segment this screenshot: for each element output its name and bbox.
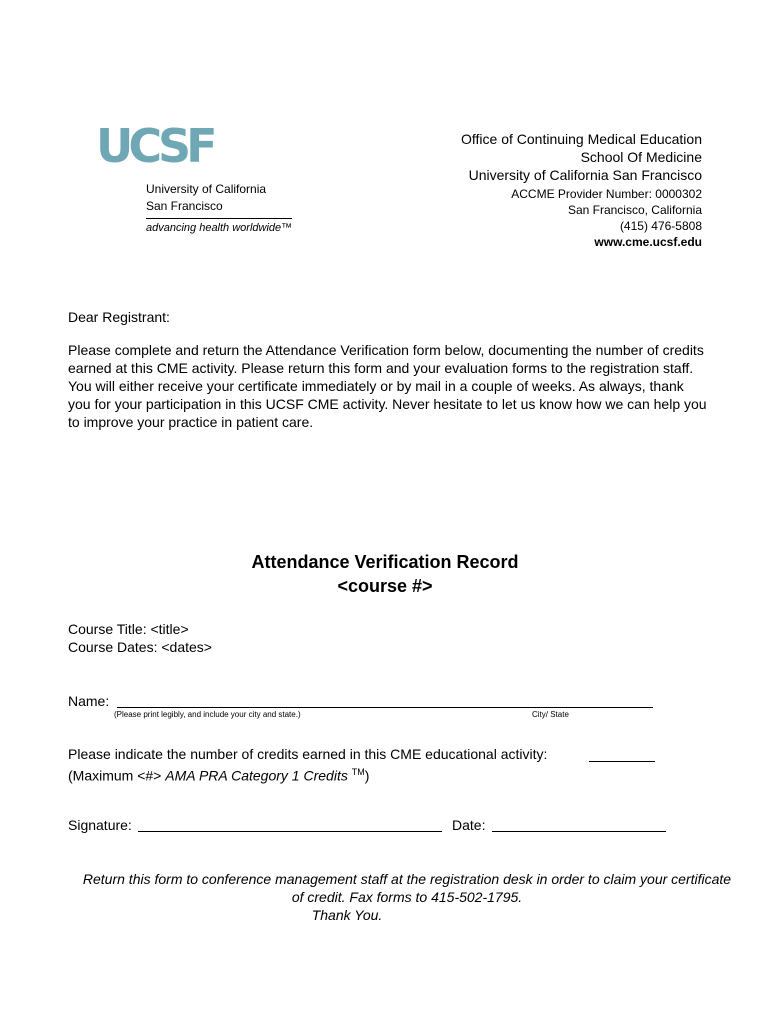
- city-state-hint: City/ State: [532, 710, 569, 719]
- maximum-credits: [68, 763, 369, 785]
- office-city: San Francisco, California: [567, 203, 702, 217]
- signature-field[interactable]: [138, 830, 442, 832]
- office-name: Office of Continuing Medical Education: [461, 131, 702, 147]
- greeting: Dear Registrant:: [68, 309, 170, 325]
- ucsf-logo: [96, 119, 296, 238]
- instructions-text: Return this form to conference management staff at the registration desk in order to claim your certificate of credit. Fax forms to 415-502-1795.: [82, 871, 732, 905]
- form-title-block: [0, 550, 770, 598]
- thank-you: Thank You.: [311, 907, 383, 923]
- maximum-credit-type: AMA PRA Category 1 Credits: [165, 767, 348, 784]
- logo-tagline: advancing health worldwide™: [146, 222, 293, 234]
- office-website[interactable]: www.cme.ucsf.edu: [594, 235, 702, 249]
- name-hint: (Please print legibly, and include your city and state.): [114, 710, 301, 719]
- date-field[interactable]: [492, 830, 666, 832]
- form-title: Attendance Verification Record: [251, 552, 519, 572]
- trademark: TM: [351, 767, 365, 777]
- course-number: <course #>: [337, 576, 433, 596]
- credits-label: Please indicate the number of credits earned in this CME educational activity:: [68, 746, 548, 762]
- logo-divider: [146, 218, 292, 219]
- office-phone: (415) 476-5808: [619, 219, 702, 233]
- school-name: School Of Medicine: [580, 149, 702, 165]
- office-header: [461, 130, 702, 250]
- name-label: Name:: [68, 693, 110, 709]
- name-field[interactable]: [117, 706, 653, 708]
- logo-university-line: University of California: [146, 182, 267, 196]
- maximum-prefix: (Maximum <#>: [68, 767, 166, 784]
- logo-mark: UCSF: [96, 119, 213, 173]
- signature-label: Signature:: [68, 817, 132, 833]
- course-title: Course Title: <title>: [68, 621, 189, 637]
- provider-number: ACCME Provider Number: 0000302: [511, 187, 702, 201]
- intro-paragraph: Please complete and return the Attendance Verification form below, documenting the number of credits earned at this CME activity. Please return this form and your evaluation forms to the registration staff. You will either receive your certificate immediately or by mail in a couple of weeks. As always, thank you for your participation in this UCSF CME activity. Never hesitate to let us know how we can help you to improve your practice in patient care.: [68, 342, 707, 430]
- return-instructions: [82, 870, 732, 924]
- logo-city-line: San Francisco: [146, 199, 223, 213]
- credits-field[interactable]: [589, 760, 655, 762]
- course-dates: Course Dates: <dates>: [68, 639, 212, 655]
- university-name: University of California San Francisco: [468, 167, 702, 183]
- date-label: Date:: [452, 817, 486, 833]
- maximum-suffix: ): [364, 767, 370, 784]
